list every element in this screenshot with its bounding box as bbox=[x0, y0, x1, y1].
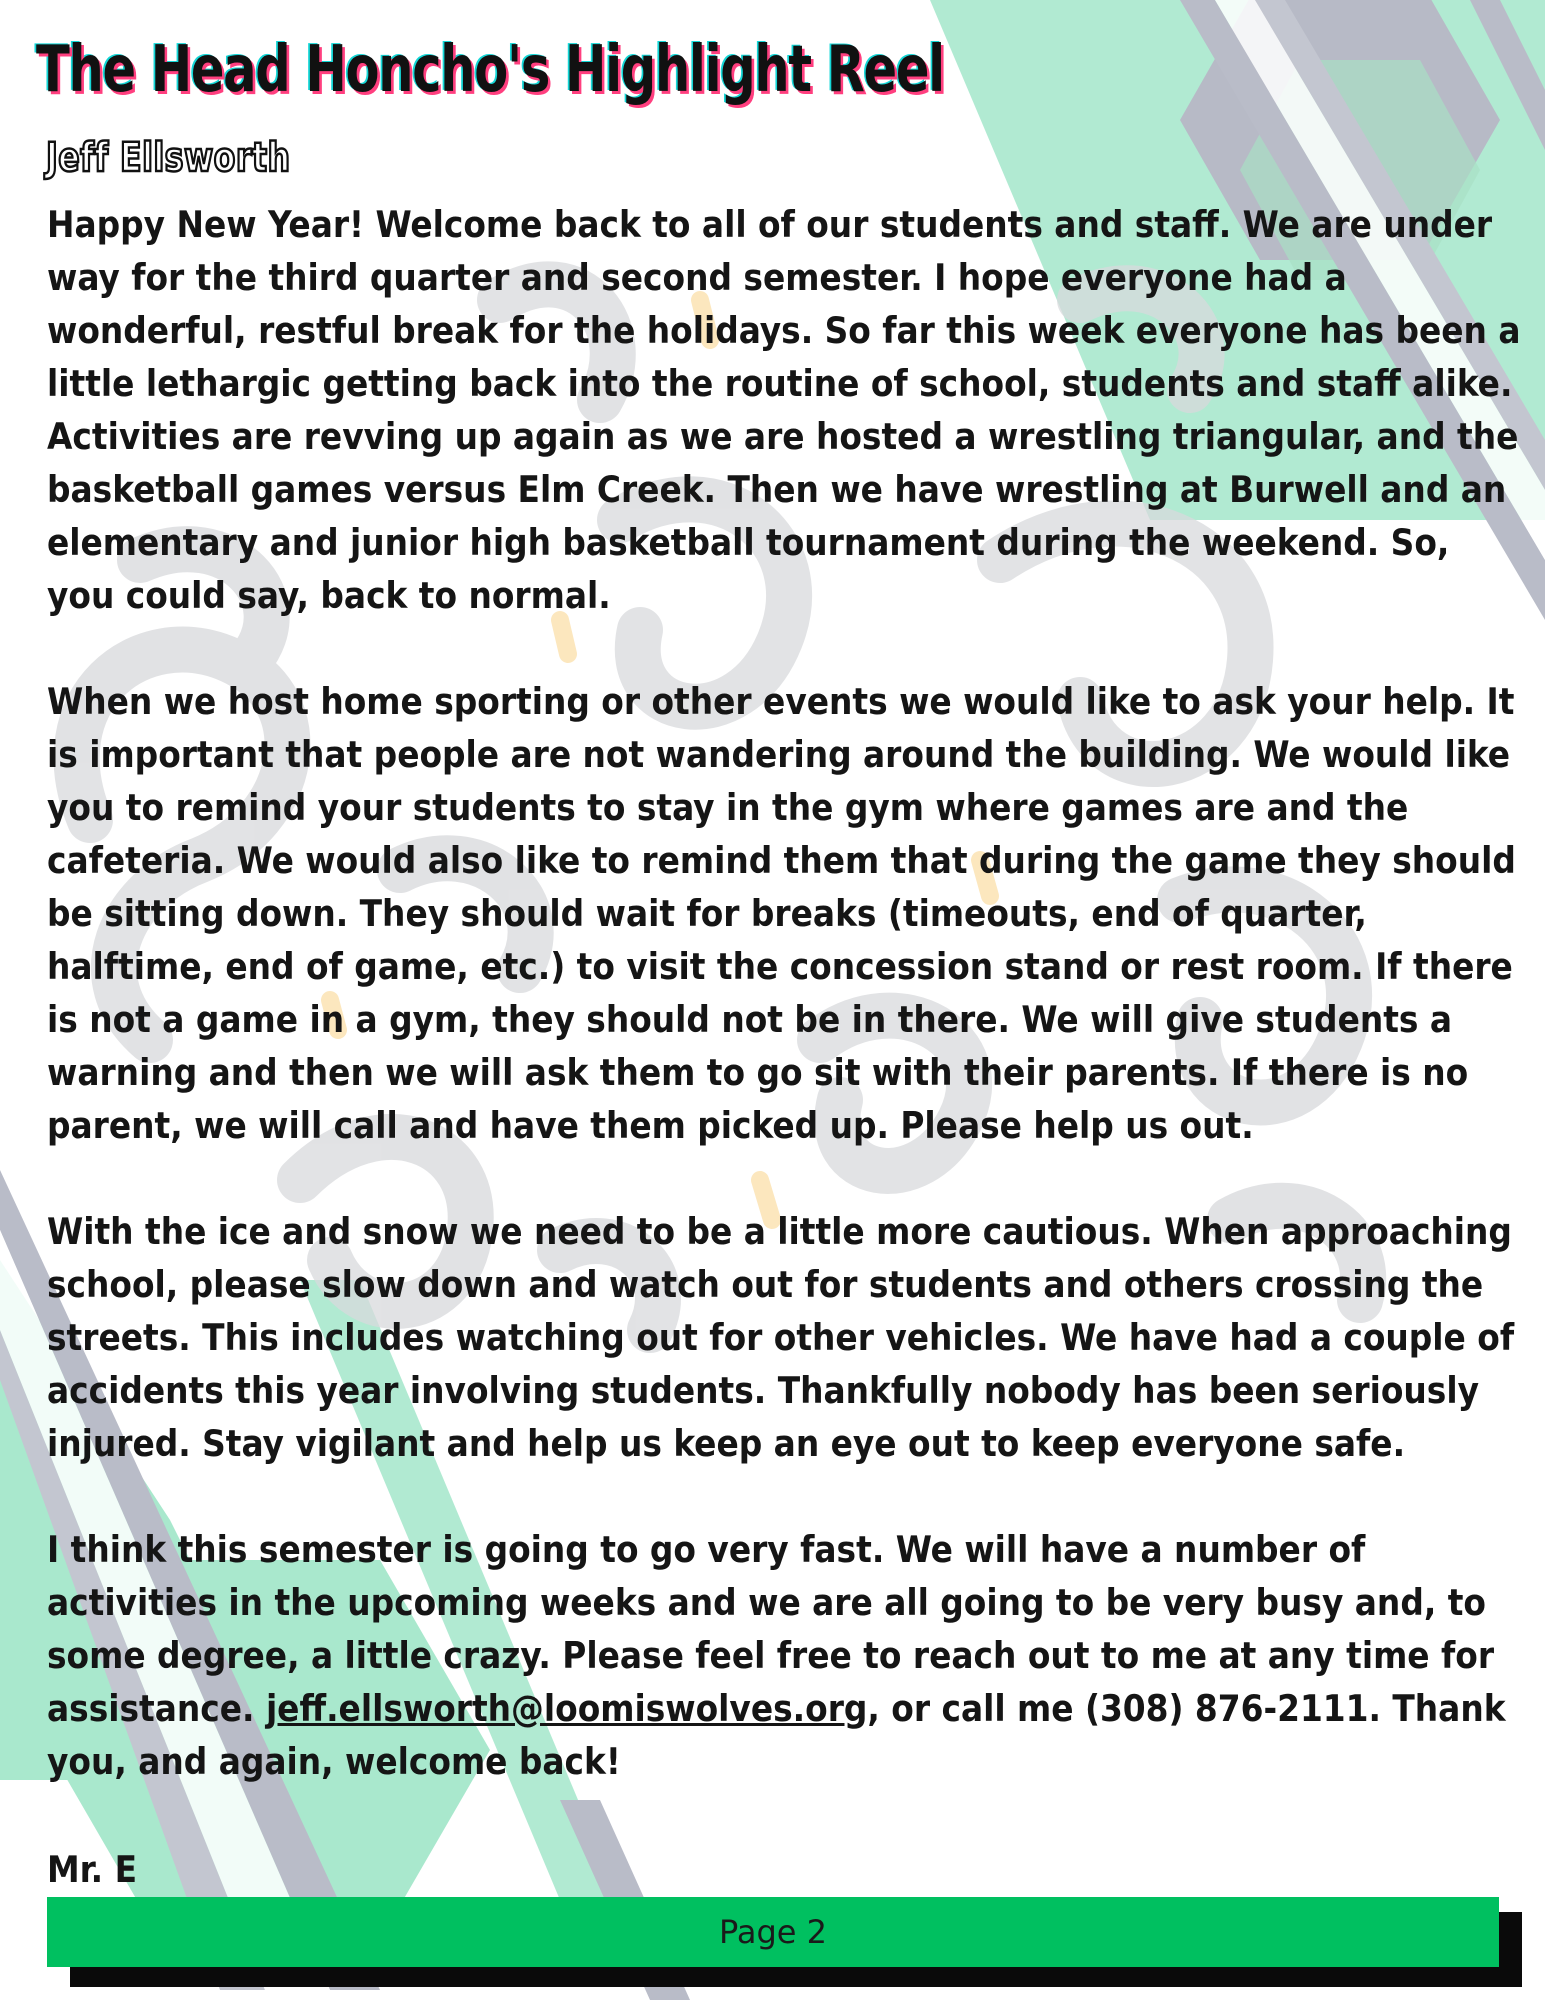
text-line: some degree, a little crazy. Please feel free to reach out to me at any time for bbox=[47, 1634, 1495, 1677]
text-line: you to remind your students to stay in the gym where games are and the bbox=[47, 786, 1409, 829]
text-line: elementary and junior high basketball tournament during the weekend. So, bbox=[47, 521, 1450, 564]
paragraph-welcome bbox=[47, 198, 1521, 622]
footer-bar bbox=[47, 1897, 1499, 1967]
text-line: injured. Stay vigilant and help us keep an eye out to keep everyone safe. bbox=[47, 1422, 1406, 1465]
text-line: halftime, end of game, etc.) to visit the concession stand or rest room. If there bbox=[47, 945, 1513, 988]
article-body bbox=[47, 198, 1521, 1841]
text-line: warning and then we will ask them to go sit with their parents. If there is no bbox=[47, 1051, 1469, 1094]
text-line: activities in the upcoming weeks and we are all going to be very busy and, to bbox=[47, 1581, 1486, 1624]
text-line: be sitting down. They should wait for breaks (timeouts, end of quarter, bbox=[47, 892, 1367, 935]
text-line: streets. This includes watching out for other vehicles. We have had a couple of bbox=[47, 1316, 1515, 1359]
text-line: little lethargic getting back into the routine of school, students and staff alike. bbox=[47, 362, 1513, 405]
text-line: is not a game in a gym, they should not be in there. We will give students a bbox=[47, 998, 1453, 1041]
text-line: I think this semester is going to go very fast. We will have a number of bbox=[47, 1528, 1366, 1571]
text-line: parent, we will call and have them picked up. Please help us out. bbox=[47, 1104, 1254, 1147]
text-line: is important that people are not wandering around the building. We would like bbox=[47, 733, 1511, 776]
paragraph-semester bbox=[47, 1523, 1517, 1788]
text-line: school, please slow down and watch out for students and others crossing the bbox=[47, 1263, 1484, 1306]
text-line: you, and again, welcome back! bbox=[47, 1740, 621, 1783]
contact-line-after: , or call me (308) 876-2111. Thank bbox=[867, 1687, 1506, 1730]
paragraph-events bbox=[47, 675, 1517, 1152]
author-byline: Jeff Ellsworth bbox=[46, 135, 291, 181]
text-line: wonderful, restful break for the holidays. So far this week everyone has been a bbox=[47, 309, 1521, 352]
text-line: basketball games versus Elm Creek. Then we have wrestling at Burwell and an bbox=[47, 468, 1507, 511]
text-line: When we host home sporting or other events we would like to ask your help. It bbox=[47, 680, 1515, 723]
text-line: With the ice and snow we need to be a little more cautious. When approaching bbox=[47, 1210, 1512, 1253]
text-line: Happy New Year! Welcome back to all of our students and staff. We are under bbox=[47, 203, 1493, 246]
text-line: cafeteria. We would also like to remind them that during the game they should bbox=[47, 839, 1516, 882]
text-line: way for the third quarter and second semester. I hope everyone had a bbox=[47, 256, 1347, 299]
paragraph-safety bbox=[47, 1205, 1517, 1470]
page-title: The Head Honcho's Highlight Reel bbox=[36, 33, 944, 107]
text-line: accidents this year involving students. Thankfully nobody has been seriously bbox=[47, 1369, 1479, 1412]
page-number: Page 2 bbox=[719, 1913, 827, 1951]
text-line: you could say, back to normal. bbox=[47, 574, 611, 617]
email-link[interactable]: jeff.ellsworth@loomiswolves.org bbox=[265, 1687, 868, 1730]
contact-line bbox=[47, 1682, 1517, 1735]
signoff: Mr. E bbox=[47, 1848, 138, 1891]
contact-line-before: assistance. bbox=[47, 1687, 266, 1730]
text-line: Activities are revving up again as we are hosted a wrestling triangular, and the bbox=[47, 415, 1519, 458]
